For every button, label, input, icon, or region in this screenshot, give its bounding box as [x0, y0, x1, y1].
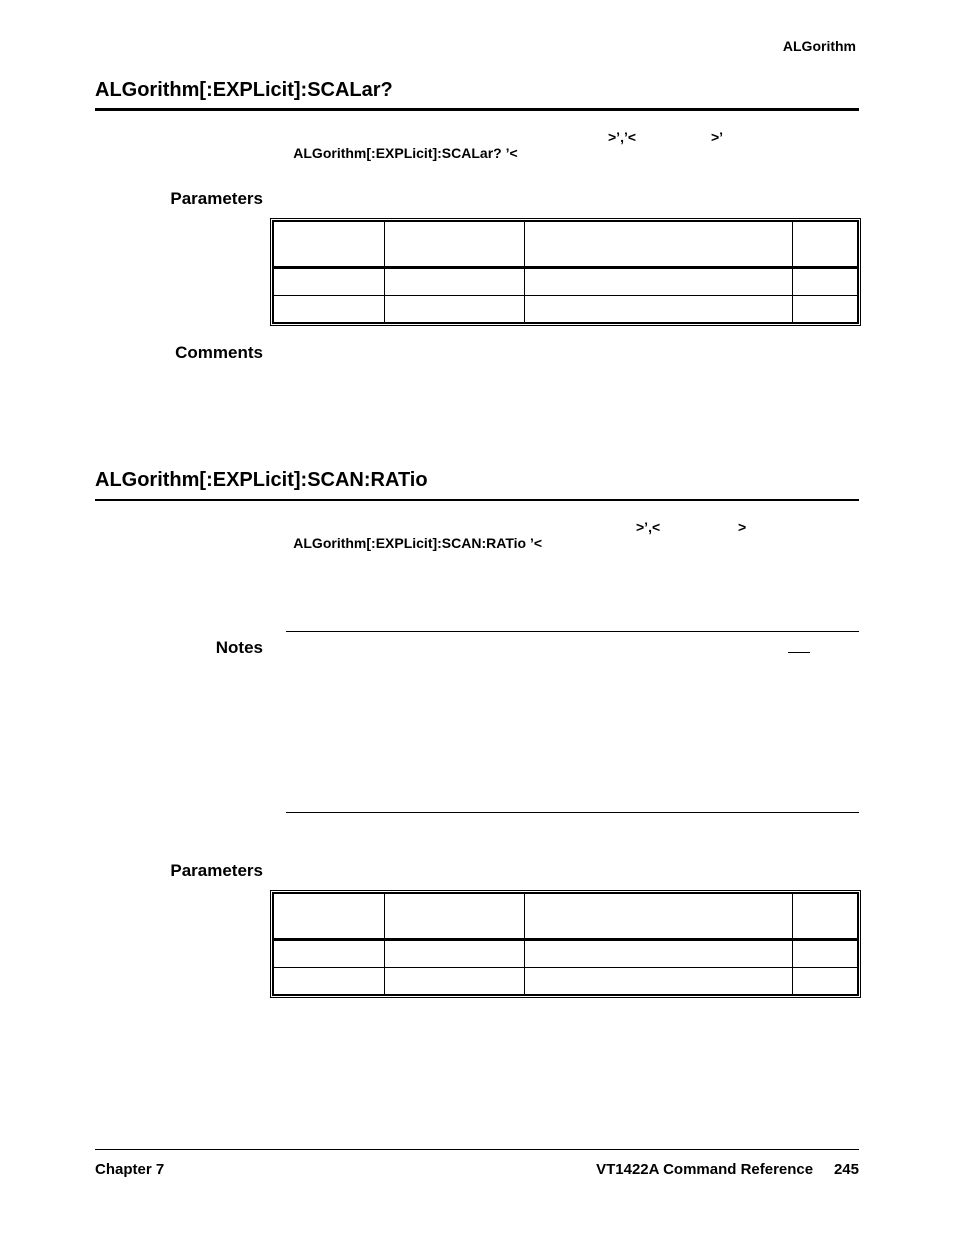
parameters-label: Parameters — [170, 189, 263, 208]
section-title-scalar: ALGorithm[:EXPLicit]:SCALar? — [95, 79, 393, 101]
syntax-separator: >’,< — [636, 519, 661, 535]
syntax-command: ALGorithm[:EXPLicit]:SCAN:RATio ’< — [293, 535, 543, 551]
section-title-scan-ratio: ALGorithm[:EXPLicit]:SCAN:RATio — [95, 469, 428, 491]
syntax-end: >’ — [711, 129, 724, 145]
notes-bottom-rule — [286, 812, 859, 813]
running-head: ALGorithm — [782, 38, 856, 54]
table-header-row — [274, 894, 858, 940]
comments-label: Comments — [175, 343, 263, 362]
page-number: 245 — [833, 1161, 859, 1178]
table-row — [274, 940, 858, 968]
command-syntax — [286, 519, 542, 551]
table-row — [274, 968, 858, 995]
footer-doc-title: VT1422A Command Reference — [596, 1161, 814, 1178]
parameters-table — [270, 218, 861, 326]
footer-title-and-page — [500, 1161, 859, 1178]
footer-chapter: Chapter 7 — [95, 1161, 165, 1178]
syntax-separator: >’,’< — [608, 129, 637, 145]
syntax-end: > — [738, 519, 747, 535]
section-rule — [95, 499, 859, 501]
syntax-command: ALGorithm[:EXPLicit]:SCALar? ’< — [293, 145, 518, 161]
notes-top-rule — [286, 631, 859, 632]
parameters-label: Parameters — [170, 861, 263, 880]
notes-underline-mark — [788, 652, 810, 653]
table-row — [274, 268, 858, 296]
parameters-table — [270, 890, 861, 998]
section-rule — [95, 108, 859, 111]
footer-rule — [95, 1149, 859, 1150]
notes-label: Notes — [215, 638, 263, 657]
table-header-row — [274, 222, 858, 268]
table-row — [274, 296, 858, 323]
command-syntax — [286, 129, 518, 161]
